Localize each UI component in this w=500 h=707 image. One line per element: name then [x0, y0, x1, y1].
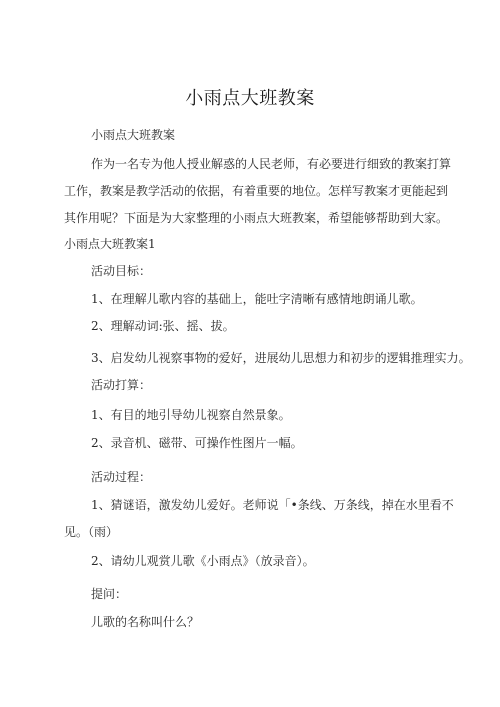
intro-line-1: 作为一名专为他人授业解惑的人民老师，有必要进行细致的教案打算	[91, 157, 452, 171]
process-item-2: 2、请幼儿观赏儿歌《小雨点》（放录音）。	[91, 554, 315, 568]
intro-line-3: 其作用呢？下面是为大家整理的小雨点大班教案，希望能够帮助到大家。	[64, 211, 449, 225]
question-item: 儿歌的名称叫什么？	[91, 615, 200, 629]
process-item-1-cont: 见。（雨）	[64, 525, 119, 539]
document-title: 小雨点大班教案	[185, 88, 315, 109]
question-heading: 提问：	[91, 587, 128, 601]
goal-item-3: 3、启发幼儿视察事物的爱好，进展幼儿思想力和初步的逻辑推理实力。	[91, 351, 471, 365]
subtitle-line: 小雨点大班教案	[91, 128, 176, 142]
prep-item-2: 2、录音机、磁带、可操作性图片一幅。	[91, 436, 303, 450]
prep-heading: 活动打算：	[91, 378, 152, 392]
process-heading: 活动过程：	[91, 470, 152, 484]
goals-heading: 活动目标：	[91, 264, 152, 278]
intro-line-2: 工作，教案是教学活动的依据，有着重要的地位。怎样写教案才更能起到	[64, 184, 449, 198]
section-heading: 小雨点大班教案1	[64, 237, 156, 251]
goal-item-2: 2、理解动词:张、摇、拔。	[91, 319, 235, 333]
process-item-1: 1、猜谜语，激发幼儿爱好。老师说「•条线、万条线，掉在水里看不	[91, 498, 454, 512]
prep-item-1: 1、有目的地引导幼儿视察自然景象。	[91, 408, 291, 422]
goal-item-1: 1、在理解儿歌内容的基础上，能吐字清晰有感情地朗诵儿歌。	[91, 292, 423, 306]
